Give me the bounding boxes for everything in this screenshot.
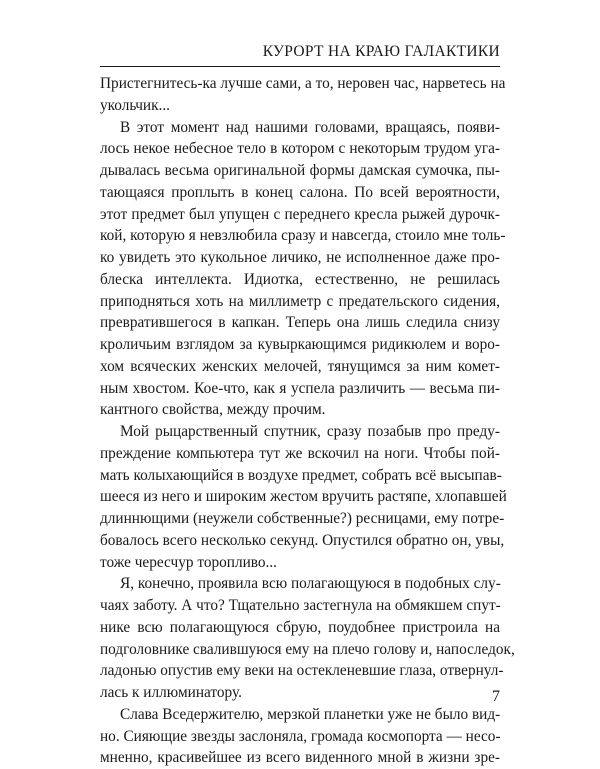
text-line: нике всю полагающуюся сбрую, поудобнее пристроила на: [100, 618, 500, 636]
text-line: но. Сияющие звезды заслоняла, громада космопорта — несо-: [100, 727, 501, 745]
text-line: длиннющими (неужели собственные?) ресницами, ему потре-: [100, 510, 505, 527]
text-line: превратившегося в капкан. Теперь она лишь следила снизу: [100, 314, 500, 332]
text-line: кроличьим взглядом за кувыркающимся ридикюлем и воро-: [100, 336, 500, 353]
text-line: кантного свойства, между прочим.: [100, 401, 326, 419]
text-line: чаях заботу. А что? Тщательно застегнула на обмякшем спут-: [100, 597, 501, 614]
text-line: лось некое небесное тело в котором с некоторым трудом уга-: [100, 140, 500, 158]
text-line: преждение компьютера тут же вскочил на ноги. Чтобы пой-: [100, 444, 500, 462]
text-line: приподняться хоть на миллиметр с предательского сидения,: [100, 292, 500, 310]
text-line: хом всяческих женских мелочей, тянущимся за ним комет-: [100, 357, 500, 375]
text-line: мать колыхающийся в воздухе предмет, собрать всё высыпав-: [100, 466, 502, 484]
running-header: КУРОРТ НА КРАЮ ГАЛАКТИКИ: [262, 43, 500, 60]
page-number: 7: [492, 688, 500, 705]
text-line: Я, конечно, проявила всю полагающуюся в подобных слу-: [120, 575, 501, 593]
text-line: ко увидеть это кукольное личико, не исполненное даже про-: [100, 249, 500, 266]
text-line: мненно, красивейшее из всего виденного мной в жизни зре-: [100, 749, 500, 767]
text-line: Пристегнитесь-ка лучше сами, а то, неровен час, нарветесь на: [100, 75, 506, 92]
text-line: ладонью опустив ему веки на остекленевшие глаза, отвернул-: [100, 662, 504, 680]
text-line: тающаяся проплыть в конец салона. По всей вероятности,: [100, 183, 500, 201]
text-line: тоже чересчур торопливо...: [100, 553, 278, 571]
text-line: бовалось всего несколько секунд. Опустился обратно он, увы,: [100, 531, 505, 549]
text-line: Слава Вседержителю, мерзкой планетки уже не было вид-: [120, 705, 501, 723]
text-line: шееся из него и широким жестом вручить растяпе, хлопавшей: [100, 488, 507, 506]
text-line: лась к иллюминатору.: [100, 684, 242, 701]
text-line: Мой рыцарственный спутник, сразу позабыв про преду-: [120, 423, 500, 440]
text-line: этот предмет был упущен с переднего кресла рыжей дурочк-: [100, 205, 500, 223]
text-line: укольчик...: [100, 96, 170, 114]
text-line: блеска интеллекта. Идиотка, естественно, не решилась: [100, 270, 500, 288]
text-line: дывалась весьма оригинальной формы дамская сумочка, пы-: [100, 162, 500, 179]
text-line: кой, которую я невзлюбила сразу и навсегда, стоило мне толь-: [100, 227, 506, 245]
text-line: подголовнике свалившуюся ему на плечо голову и, напоследок,: [100, 640, 515, 658]
header-rule: [100, 66, 500, 67]
body-text: [100, 73, 515, 769]
text-line: ным хвостом. Кое-что, как я успела различить — весьма пи-: [100, 379, 500, 397]
text-line: В этот момент над нашими головами, вращаясь, появи-: [120, 118, 500, 136]
